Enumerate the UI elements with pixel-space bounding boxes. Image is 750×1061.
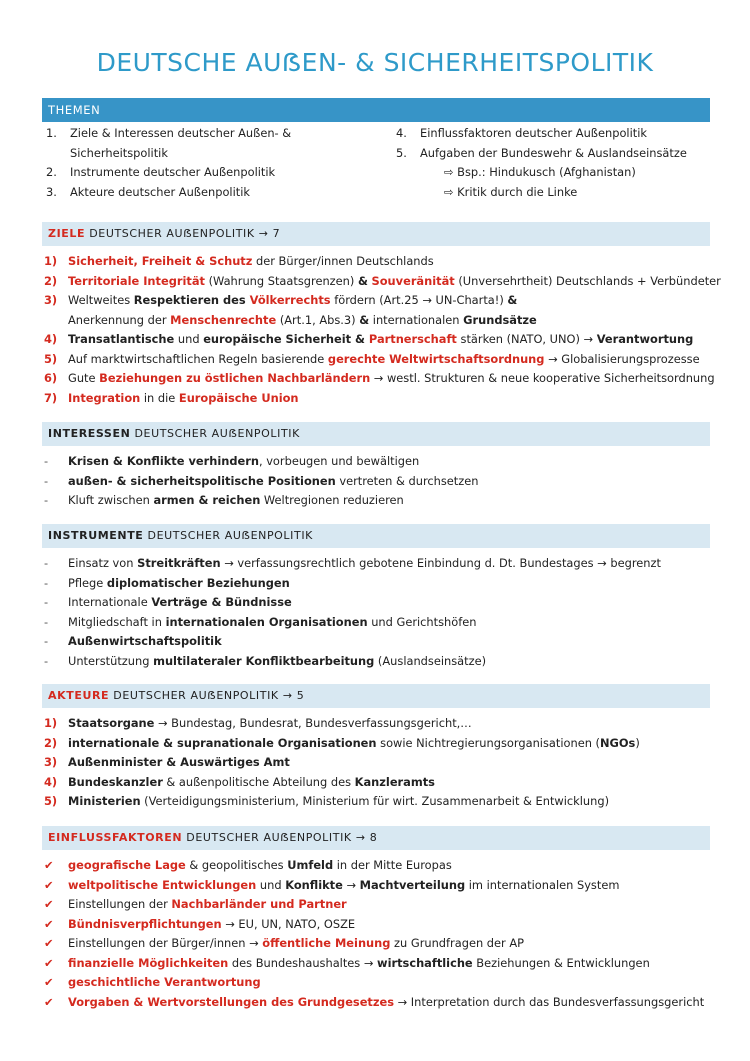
item-text: , vorbeugen und bewältigen — [258, 454, 420, 468]
theme-item — [46, 144, 376, 164]
theme-item — [396, 144, 716, 164]
item-text: & — [357, 273, 368, 288]
list-marker: - — [44, 454, 49, 468]
item-text: Kanzleramts — [354, 774, 435, 789]
item-text: Bundeskanzler — [68, 774, 163, 789]
section-header-instrumente: INSTRUMENTE DEUTSCHER AUẞENPOLITIK — [42, 524, 710, 548]
item-text: Gute — [68, 371, 100, 385]
list-marker: 5) — [44, 794, 58, 808]
list-item — [44, 554, 714, 574]
theme-number: 4. — [396, 126, 407, 140]
item-text: Außenminister & Auswärtiges Amt — [68, 755, 290, 769]
item-text: Transatlantische — [68, 332, 175, 346]
theme-item — [46, 163, 376, 183]
list-marker: - — [44, 634, 49, 648]
theme-text: Instrumente deutscher Außenpolitik — [70, 165, 276, 179]
list-item — [44, 895, 714, 915]
list-item — [44, 773, 714, 793]
item-text: (Verteidigungsministerium, Ministerium für wirt. Zusammenarbeit & Entwicklung) — [140, 794, 610, 808]
list-item — [44, 291, 714, 311]
theme-item — [46, 124, 376, 144]
list-marker: ✔ — [44, 858, 54, 872]
list-item — [44, 954, 714, 974]
theme-number: 1. — [46, 126, 57, 140]
list-marker: 3) — [44, 755, 58, 769]
item-text: Mitgliedschaft in — [68, 614, 166, 629]
item-text: der Bürger/innen Deutschlands — [252, 254, 434, 268]
item-text: fördern (Art.25 → UN-Charta!) — [330, 293, 508, 307]
list-item — [44, 915, 714, 935]
item-text: Kluft zwischen — [68, 493, 154, 507]
akteure-list — [44, 714, 714, 812]
list-item — [44, 856, 714, 876]
list-item — [44, 652, 714, 672]
theme-text: Sicherheitspolitik — [70, 145, 168, 160]
item-text: Völkerrechts — [249, 293, 331, 307]
list-item — [44, 350, 714, 370]
list-marker: 5) — [44, 351, 58, 366]
item-text: diplomatischer Beziehungen — [106, 575, 290, 590]
section-header-akteure: AKTEURE DEUTSCHER AUẞENPOLITIK → 5 — [42, 684, 710, 708]
list-marker: ✔ — [44, 936, 54, 950]
section-header-interessen: INTERESSEN DEUTSCHER AUẞENPOLITIK — [42, 422, 710, 446]
item-text: des Bundeshaushaltes → — [228, 955, 378, 970]
item-text: (Auslandseinsätze) — [374, 653, 487, 668]
item-text: Nachbarländer und Partner — [171, 897, 347, 911]
list-marker: ✔ — [44, 975, 54, 989]
item-text: stärken (NATO, UNO) → — [456, 332, 597, 346]
list-marker: 2) — [44, 273, 58, 288]
theme-text: Ziele & Interessen deutscher Außen- & — [70, 126, 292, 140]
theme-subitem: ⇨ Bsp.: Hindukusch (Afghanistan) — [444, 165, 636, 179]
item-text: Beziehungen zu östlichen Nachbarländern — [99, 371, 371, 385]
list-marker: - — [44, 595, 49, 609]
item-text: Respektieren des — [133, 293, 250, 307]
item-text: → Globalisierungsprozesse — [544, 351, 700, 366]
item-text: Europäische Union — [178, 390, 299, 405]
list-item — [44, 330, 714, 350]
item-text: & geopolitisches — [185, 858, 288, 872]
themes-right-column — [396, 124, 716, 202]
item-text: Beziehungen & Entwicklungen — [472, 955, 650, 970]
theme-subitem: ⇨ Kritik durch die Linke — [444, 184, 578, 199]
ziele-list — [44, 252, 721, 408]
item-text: internationalen Organisationen — [165, 614, 368, 629]
list-item — [44, 613, 714, 633]
item-text: Partnerschaft — [368, 332, 457, 346]
list-item — [44, 632, 714, 652]
list-marker: - — [44, 614, 49, 629]
section-header-einfluss: EINFLUSSFAKTOREN DEUTSCHER AUẞENPOLITIK → 8 — [42, 826, 710, 850]
list-marker: 3) — [44, 293, 58, 307]
item-text: europäische Sicherheit & — [203, 332, 369, 346]
list-item — [44, 252, 714, 272]
list-item — [44, 472, 714, 492]
item-text: Grundsätze — [463, 312, 537, 327]
list-marker: - — [44, 575, 49, 590]
list-item — [44, 272, 721, 292]
theme-item — [46, 183, 376, 203]
item-text: gerechte Weltwirtschaftsordnung — [327, 351, 545, 366]
item-text: Souveränität — [371, 273, 455, 288]
item-text: in die — [140, 390, 179, 405]
list-item — [44, 792, 714, 812]
list-item — [44, 934, 714, 954]
list-item — [44, 574, 714, 594]
list-item — [44, 593, 714, 613]
list-item — [44, 993, 714, 1013]
item-text: Machtverteilung — [359, 877, 466, 892]
item-text: & — [507, 293, 518, 307]
item-text: vertreten & durchsetzen — [335, 473, 479, 488]
item-text: & — [359, 312, 370, 327]
list-item — [44, 734, 714, 754]
list-item — [44, 973, 714, 993]
item-text: → Bundestag, Bundesrat, Bundesverfassungsgericht,… — [154, 716, 472, 730]
item-text: Pflege — [68, 575, 107, 590]
item-text: → westl. Strukturen & neue kooperative Sicherheitsordnung — [370, 371, 715, 385]
item-text: → EU, UN, NATO, OSZE — [221, 916, 356, 931]
item-text: wirtschaftliche — [377, 955, 473, 970]
list-marker: 4) — [44, 774, 58, 789]
item-text: im internationalen System — [465, 877, 620, 892]
list-marker: ✔ — [44, 916, 54, 931]
item-text: Einsatz von — [68, 556, 138, 570]
list-item — [44, 876, 714, 896]
item-text: Umfeld — [287, 858, 334, 872]
item-text: Bündnisverpflichtungen — [68, 916, 222, 931]
list-item — [44, 369, 714, 389]
item-text: geschichtliche Verantwortung — [68, 975, 261, 989]
item-text: (Art.1, Abs.3) — [276, 312, 360, 327]
interessen-list — [44, 452, 714, 511]
item-text: und — [174, 332, 204, 346]
theme-text: Akteure deutscher Außenpolitik — [70, 184, 250, 199]
item-text: Einstellungen der — [68, 897, 172, 911]
item-text: öffentliche Meinung — [262, 936, 391, 950]
item-text: Menschenrechte — [170, 312, 277, 327]
einfluss-list — [44, 856, 714, 1012]
item-text: außen- & sicherheitspolitische Positionen — [68, 473, 336, 488]
list-marker: - — [44, 473, 49, 488]
list-item — [44, 452, 714, 472]
item-text: → Interpretation durch das Bundesverfassungsgericht — [394, 994, 705, 1009]
list-marker: 6) — [44, 371, 58, 385]
item-text: Auf marktwirtschaftlichen Regeln basierende — [68, 351, 328, 366]
list-marker: 1) — [44, 716, 58, 730]
item-text: Weltweites — [68, 293, 134, 307]
themes-header: THEMEN — [42, 98, 710, 122]
item-text: Verantwortung — [596, 332, 694, 346]
item-text: Staatsorgane — [68, 716, 155, 730]
theme-text: Aufgaben der Bundeswehr & Auslandseinsätze — [420, 145, 687, 160]
item-text: zu Grundfragen der AP — [390, 936, 524, 950]
item-text: Einstellungen der Bürger/innen → — [68, 936, 263, 950]
item-text: Krisen & Konflikte verhindern — [68, 454, 259, 468]
item-text: Ministerien — [68, 794, 141, 808]
item-text: → — [342, 877, 360, 892]
section-header-ziele: ZIELE DEUTSCHER AUẞENPOLITIK → 7 — [42, 222, 710, 246]
page-title: DEUTSCHE AUẞEN- & SICHERHEITSPOLITIK — [96, 48, 654, 77]
item-text: multilateraler Konfliktbearbeitung — [153, 653, 375, 668]
item-text: armen & reichen — [153, 493, 261, 507]
item-text: Verträge & Bündnisse — [151, 595, 292, 609]
theme-item — [396, 124, 716, 144]
item-text: und Gerichtshöfen — [367, 614, 477, 629]
item-text: in der Mitte Europas — [333, 858, 452, 872]
item-text: & außenpolitische Abteilung des — [162, 774, 355, 789]
theme-text: Einflussfaktoren deutscher Außenpolitik — [420, 126, 647, 140]
item-text: Außenwirtschaftspolitik — [68, 634, 222, 648]
item-text: und — [256, 877, 286, 892]
list-marker: 1) — [44, 254, 58, 268]
instrumente-list — [44, 554, 714, 671]
item-text: ) — [635, 735, 640, 750]
list-marker: ✔ — [44, 994, 54, 1009]
theme-number: 2. — [46, 165, 57, 179]
item-text: Vorgaben & Wertvorstellungen des Grundgesetzes — [68, 994, 395, 1009]
themes-left-column — [46, 124, 376, 202]
list-item — [44, 491, 714, 511]
item-text: finanzielle Möglichkeiten — [68, 955, 229, 970]
item-text: Anerkennung der — [68, 312, 171, 327]
list-marker: ✔ — [44, 955, 54, 970]
item-text: weltpolitische Entwicklungen — [68, 877, 257, 892]
item-text: Integration — [68, 390, 141, 405]
item-text: Streitkräften — [137, 556, 221, 570]
list-marker: ✔ — [44, 877, 54, 892]
item-text: Konflikte — [285, 877, 343, 892]
item-text: Weltregionen reduzieren — [260, 493, 404, 507]
list-marker: - — [44, 556, 49, 570]
theme-number: 5. — [396, 145, 407, 160]
item-text: (Unversehrtheit) Deutschlands + Verbündeter — [454, 273, 721, 288]
list-item — [44, 753, 714, 773]
item-text: sowie Nichtregierungsorganisationen ( — [376, 735, 600, 750]
list-marker: 2) — [44, 735, 58, 750]
list-marker: - — [44, 493, 49, 507]
item-text: internationalen — [369, 312, 464, 327]
list-marker: 7) — [44, 390, 58, 405]
item-text: Sicherheit, Freiheit & Schutz — [68, 254, 253, 268]
item-text: Internationale — [68, 595, 152, 609]
list-item — [44, 311, 714, 331]
item-text: internationale & supranationale Organisationen — [68, 735, 377, 750]
list-marker: - — [44, 653, 49, 668]
item-text: (Wahrung Staatsgrenzen) — [204, 273, 358, 288]
item-text: Territoriale Integrität — [68, 273, 205, 288]
list-item — [44, 714, 714, 734]
item-text: NGOs — [599, 735, 636, 750]
item-text: geografische Lage — [68, 858, 186, 872]
item-text: Unterstützung — [68, 653, 154, 668]
item-text: → verfassungsrechtlich gebotene Einbindung d. Dt. Bundestages → begrenzt — [220, 556, 661, 570]
list-marker: ✔ — [44, 897, 54, 911]
list-item — [44, 389, 714, 409]
list-marker: 4) — [44, 332, 58, 346]
theme-number: 3. — [46, 184, 57, 199]
